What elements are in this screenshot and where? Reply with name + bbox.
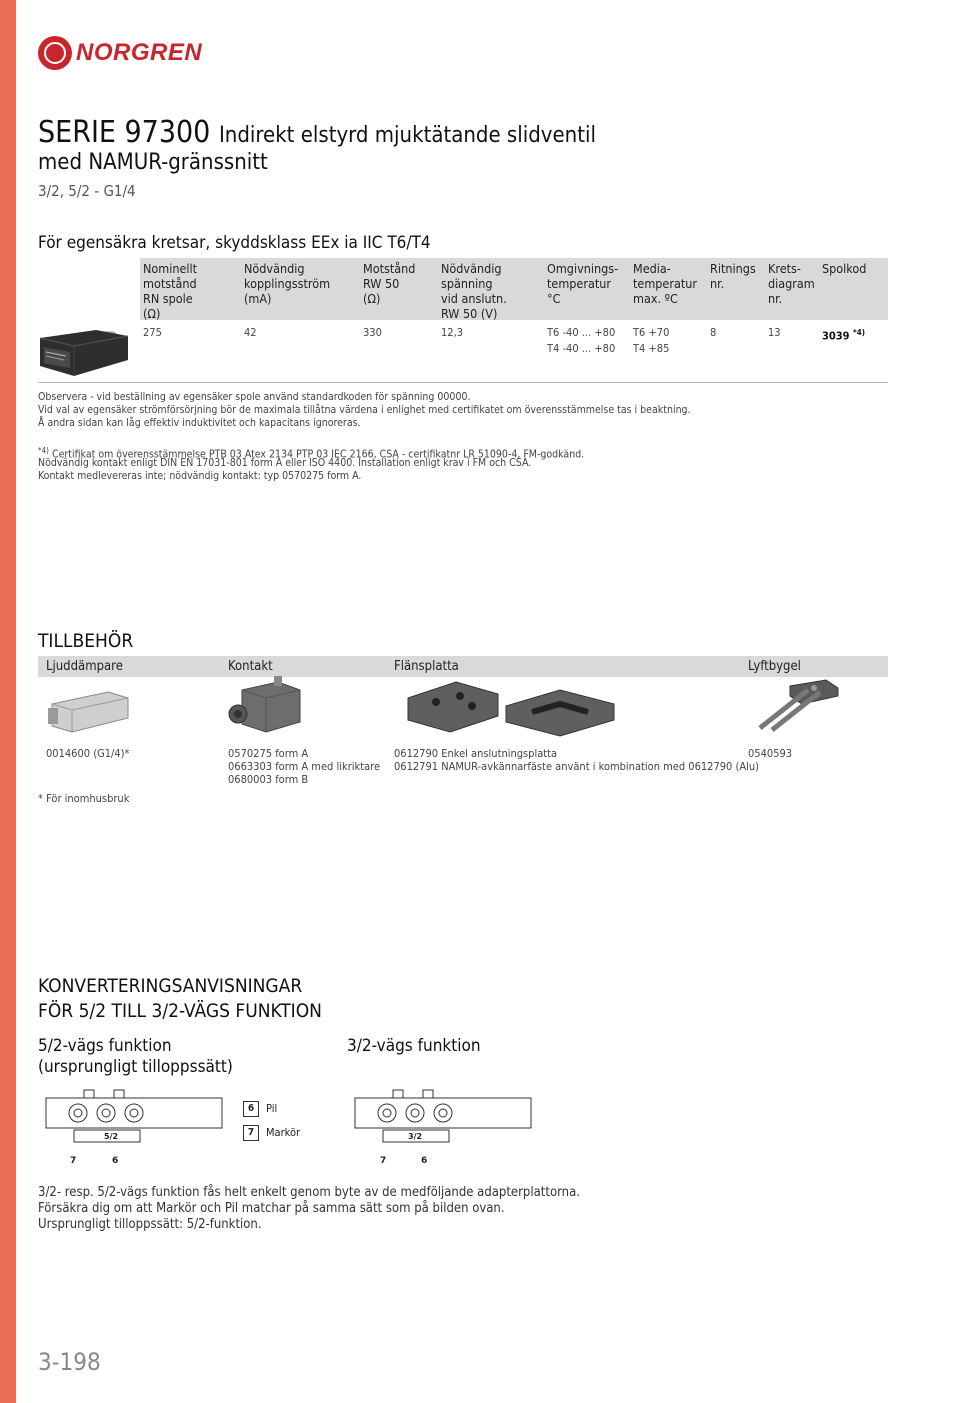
coil-code-footnote-mark: *4) xyxy=(853,328,866,337)
norgren-logo-icon xyxy=(38,36,72,70)
conversion-heading: KONVERTERINGSANVISNINGAR xyxy=(38,975,303,997)
page-title xyxy=(38,116,596,153)
acc-col-lifting-bracket: Lyftbygel xyxy=(748,659,801,674)
cell-nominal-resistance: 275 xyxy=(143,326,162,339)
title-line-2: med NAMUR-gränssnitt xyxy=(38,150,268,175)
legend-marker-number: 7 xyxy=(243,1125,259,1141)
cell-ambient-t6: T6 -40 ... +80 xyxy=(547,326,616,339)
original-inlet-label: (ursprungligt tilloppssätt) xyxy=(38,1057,233,1077)
note-power-supply: Vid val av egensäker strömförsörjning bör de maximala tillåtna värdena i enlighet med certifikatet om överensstämmelse tas i beaktning. xyxy=(38,404,691,416)
brand-name: NORGREN xyxy=(76,39,203,66)
cell-resistance-rw50: 330 xyxy=(363,326,382,339)
cell-required-voltage: 12,3 xyxy=(441,326,464,339)
footnote-certificate-text: Certifikat om överensstämmelse PTB 03 Atex 2134 PTP 03 IEC 2166, CSA - certifikatnr LR 51090-4, FM-godkänd. xyxy=(51,448,585,461)
three-two-plate-label: 3/2 xyxy=(408,1132,423,1141)
section-heading-intrinsic: För egensäkra kretsar, skyddsklass EEx ia IIC T6/T4 xyxy=(38,233,431,253)
norgren-logo xyxy=(38,36,202,70)
acc-col-connector: Kontakt xyxy=(228,659,273,674)
connector-part-numbers: 0570275 form A 0663303 form A med likriktare 0680003 form B xyxy=(228,747,381,786)
legend-marker-label: Markör xyxy=(266,1126,301,1139)
col-header-circuit-diagram: Krets- diagram nr. xyxy=(768,261,815,306)
conversion-subheading: FÖR 5/2 TILL 3/2-VÄGS FUNKTION xyxy=(38,1000,322,1022)
three-two-function-title: 3/2-vägs funktion xyxy=(347,1036,481,1056)
cell-circuit-diagram: 13 xyxy=(768,326,781,339)
footnote-connector-standard: Nödvändig kontakt enligt DIN EN 17031-801 form A eller ISO 4400. Installation enligt krav i FM och CSA. xyxy=(38,457,532,469)
title-rest: Indirekt elstyrd mjuktätande slidventil xyxy=(218,123,596,148)
flange-plate-part-numbers: 0612790 Enkel anslutningsplatta 0612791 NAMUR-avkännarfäste använt i kombination med 0612790 (Alu) xyxy=(394,747,759,773)
lifting-bracket-part-number: 0540593 xyxy=(748,747,793,760)
col-header-media-temp: Media- temperatur max. ºC xyxy=(633,261,698,306)
indoor-use-footnote: * För inomhusbruk xyxy=(38,792,130,805)
cell-media-t4: T4 +85 xyxy=(633,342,670,355)
conversion-text-1: 3/2- resp. 5/2-vägs funktion fås helt enkelt genom byte av de medföljande adapterplattorna. xyxy=(38,1185,580,1200)
acc-col-flange-plate: Flänsplatta xyxy=(394,659,459,674)
col-header-nominal-resistance: Nominellt motstånd RN spole (Ω) xyxy=(143,261,198,321)
col-header-switching-current: Nödvändig kopplingsström (mA) xyxy=(244,261,331,306)
col-header-resistance-rw50: Motstånd RW 50 (Ω) xyxy=(363,261,416,306)
col-header-ambient-temp: Omgivnings- temperatur °C xyxy=(547,261,619,306)
cell-media-t6: T6 +70 xyxy=(633,326,670,339)
cell-drawing-no: 8 xyxy=(710,326,717,339)
accessories-heading: TILLBEHÖR xyxy=(38,630,134,652)
col-header-drawing-no: Ritnings nr. xyxy=(710,261,756,291)
acc-col-silencer: Ljuddämpare xyxy=(46,659,123,674)
legend-arrow-label: Pil xyxy=(266,1102,278,1115)
flange-plate-image xyxy=(402,676,622,742)
page-subtitle: 3/2, 5/2 - G1/4 xyxy=(38,182,136,200)
conversion-text-2: Försäkra dig om att Markör och Pil matchar på samma sätt som på bilden ovan. xyxy=(38,1201,505,1216)
coil-code-value: 3039 xyxy=(822,329,850,343)
footnote-connector-not-included: Kontakt medlevereras inte; nödvändig kontakt: typ 0570275 form A. xyxy=(38,470,362,482)
solenoid-coil-image xyxy=(36,322,132,378)
note-order-code: Observera - vid beställning av egensäker spole använd standardkoden för spänning 00000. xyxy=(38,391,471,403)
silencer-image xyxy=(46,686,136,740)
cell-coil-code xyxy=(822,325,865,345)
right-arrow-number: 6 xyxy=(421,1156,428,1166)
page-number: 3-198 xyxy=(38,1348,101,1376)
left-arrow-number: 6 xyxy=(112,1156,119,1166)
silencer-part-number: 0014600 (G1/4)* xyxy=(46,747,130,760)
cell-ambient-t4: T4 -40 ... +80 xyxy=(547,342,616,355)
connector-image xyxy=(228,676,318,742)
five-two-function-title: 5/2-vägs funktion xyxy=(38,1036,172,1056)
five-two-plate-label: 5/2 xyxy=(104,1132,119,1141)
right-marker-number: 7 xyxy=(380,1156,387,1166)
three-two-diagram xyxy=(353,1086,533,1150)
left-marker-number: 7 xyxy=(70,1156,77,1166)
series-name: SERIE 97300 xyxy=(38,115,211,150)
col-header-coil-code: Spolkod xyxy=(822,261,867,276)
cell-switching-current: 42 xyxy=(244,326,257,339)
note-inductance: Å andra sidan kan låg effektiv induktivitet och kapacitans ignoreras. xyxy=(38,417,361,429)
conversion-text-3: Ursprungligt tilloppssätt: 5/2-funktion. xyxy=(38,1217,262,1232)
legend-arrow-number: 6 xyxy=(243,1101,259,1117)
lifting-bracket-image xyxy=(750,678,840,738)
table-divider xyxy=(38,382,888,383)
side-accent-bar xyxy=(0,0,16,1403)
five-two-diagram xyxy=(44,1086,224,1150)
col-header-required-voltage: Nödvändig spänning vid anslutn. RW 50 (V) xyxy=(441,261,507,321)
footnote-mark: *4) xyxy=(38,446,49,455)
